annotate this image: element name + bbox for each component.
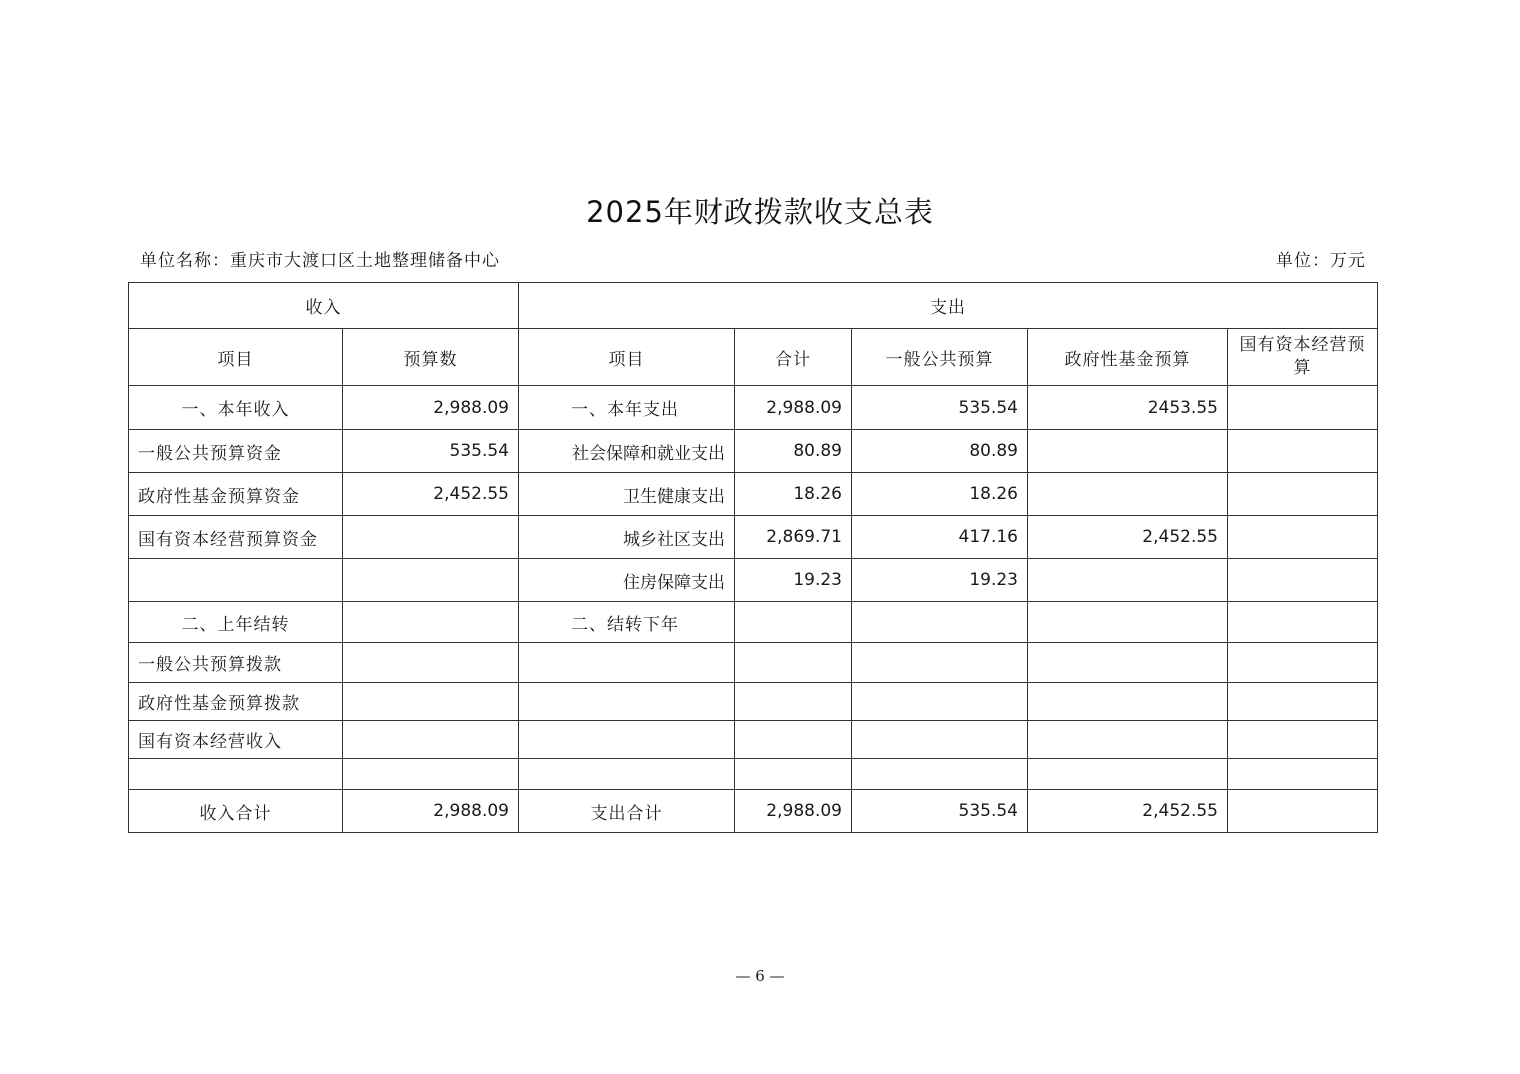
table-row <box>129 559 1378 602</box>
income-item-cell: 国有资本经营收入 <box>129 721 343 759</box>
expense-general-cell <box>852 602 1028 643</box>
expense-general-cell: 18.26 <box>852 473 1028 516</box>
table-row <box>129 386 1378 430</box>
income-budget-cell <box>343 759 519 790</box>
expense-fund-cell: 2453.55 <box>1028 386 1228 430</box>
expense-general-cell: 19.23 <box>852 559 1028 602</box>
expense-state-capital-cell <box>1228 386 1378 430</box>
expense-section-header: 支出 <box>519 283 1378 329</box>
page-number: — 6 — <box>735 967 785 985</box>
expense-fund-cell <box>1028 759 1228 790</box>
expense-general-cell <box>852 721 1028 759</box>
expense-state-capital-total <box>1228 790 1378 833</box>
table-row <box>129 430 1378 473</box>
total-row <box>129 790 1378 833</box>
income-item-cell: 一般公共预算拨款 <box>129 643 343 683</box>
expense-total-cell <box>735 683 852 721</box>
income-item-cell: 一、本年收入 <box>129 386 343 430</box>
table-row <box>129 473 1378 516</box>
expense-general-cell: 417.16 <box>852 516 1028 559</box>
income-item-cell <box>129 759 343 790</box>
expense-total-cell: 2,869.71 <box>735 516 852 559</box>
expense-state-capital-cell <box>1228 559 1378 602</box>
expense-item-cell: 住房保障支出 <box>519 559 735 602</box>
expense-item-cell: 社会保障和就业支出 <box>519 430 735 473</box>
organization-name: 单位名称：重庆市大渡口区土地整理储备中心 <box>140 251 500 271</box>
income-budget-cell <box>343 683 519 721</box>
income-item-cell: 国有资本经营预算资金 <box>129 516 343 559</box>
expense-total-cell <box>735 602 852 643</box>
expense-item-header: 项目 <box>519 329 735 386</box>
income-total-value: 2,988.09 <box>343 790 519 833</box>
expense-state-capital-cell <box>1228 473 1378 516</box>
column-header-row <box>129 329 1378 386</box>
expense-item-cell: 二、结转下年 <box>519 602 735 643</box>
budget-table <box>128 282 1378 833</box>
expense-total-cell: 80.89 <box>735 430 852 473</box>
table-row <box>129 759 1378 790</box>
expense-general-header: 一般公共预算 <box>852 329 1028 386</box>
income-item-cell: 二、上年结转 <box>129 602 343 643</box>
income-item-cell: 政府性基金预算资金 <box>129 473 343 516</box>
expense-fund-header: 政府性基金预算 <box>1028 329 1228 386</box>
expense-total-cell <box>735 759 852 790</box>
section-header-row <box>129 283 1378 329</box>
income-budget-cell <box>343 602 519 643</box>
income-budget-cell <box>343 721 519 759</box>
expense-state-capital-cell <box>1228 759 1378 790</box>
table-row <box>129 516 1378 559</box>
expense-fund-cell <box>1028 430 1228 473</box>
expense-state-capital-cell <box>1228 643 1378 683</box>
expense-item-cell: 卫生健康支出 <box>519 473 735 516</box>
expense-fund-cell <box>1028 602 1228 643</box>
expense-item-cell: 一、本年支出 <box>519 386 735 430</box>
expense-fund-cell: 2,452.55 <box>1028 516 1228 559</box>
table-row <box>129 643 1378 683</box>
expense-total-cell: 2,988.09 <box>735 386 852 430</box>
income-section-header: 收入 <box>129 283 519 329</box>
expense-total-cell <box>735 721 852 759</box>
expense-total-cell <box>735 643 852 683</box>
expense-general-total: 535.54 <box>852 790 1028 833</box>
expense-state-capital-cell <box>1228 721 1378 759</box>
expense-general-cell: 535.54 <box>852 386 1028 430</box>
income-budget-cell <box>343 516 519 559</box>
unit-row <box>140 248 1366 274</box>
expense-item-cell <box>519 683 735 721</box>
expense-item-cell <box>519 759 735 790</box>
expense-item-cell <box>519 721 735 759</box>
expense-fund-total: 2,452.55 <box>1028 790 1228 833</box>
expense-general-cell <box>852 643 1028 683</box>
page-title: 2025年财政拨款收支总表 <box>586 195 934 229</box>
expense-general-cell <box>852 683 1028 721</box>
expense-fund-cell <box>1028 683 1228 721</box>
expense-state-capital-cell <box>1228 516 1378 559</box>
income-item-cell: 政府性基金预算拨款 <box>129 683 343 721</box>
income-item-header: 项目 <box>129 329 343 386</box>
table-row <box>129 683 1378 721</box>
income-budget-header: 预算数 <box>343 329 519 386</box>
income-item-cell <box>129 559 343 602</box>
expense-total-cell: 19.23 <box>735 559 852 602</box>
expense-state-capital-cell <box>1228 602 1378 643</box>
currency-unit: 单位：万元 <box>1276 251 1366 271</box>
expense-total-value: 2,988.09 <box>735 790 852 833</box>
expense-total-cell: 18.26 <box>735 473 852 516</box>
expense-state-capital-cell <box>1228 430 1378 473</box>
table-row <box>129 602 1378 643</box>
expense-state-capital-cell <box>1228 683 1378 721</box>
expense-item-cell <box>519 643 735 683</box>
expense-fund-cell <box>1028 721 1228 759</box>
income-item-cell: 一般公共预算资金 <box>129 430 343 473</box>
income-total-label: 收入合计 <box>129 790 343 833</box>
income-budget-cell: 535.54 <box>343 430 519 473</box>
expense-total-header: 合计 <box>735 329 852 386</box>
expense-fund-cell <box>1028 473 1228 516</box>
income-budget-cell: 2,988.09 <box>343 386 519 430</box>
income-budget-cell <box>343 559 519 602</box>
expense-fund-cell <box>1028 559 1228 602</box>
expense-general-cell: 80.89 <box>852 430 1028 473</box>
table-row <box>129 721 1378 759</box>
income-budget-cell: 2,452.55 <box>343 473 519 516</box>
expense-state-capital-header: 国有资本经营预算 <box>1228 329 1378 386</box>
expense-item-cell: 城乡社区支出 <box>519 516 735 559</box>
expense-general-cell <box>852 759 1028 790</box>
expense-total-label: 支出合计 <box>519 790 735 833</box>
expense-fund-cell <box>1028 643 1228 683</box>
income-budget-cell <box>343 643 519 683</box>
